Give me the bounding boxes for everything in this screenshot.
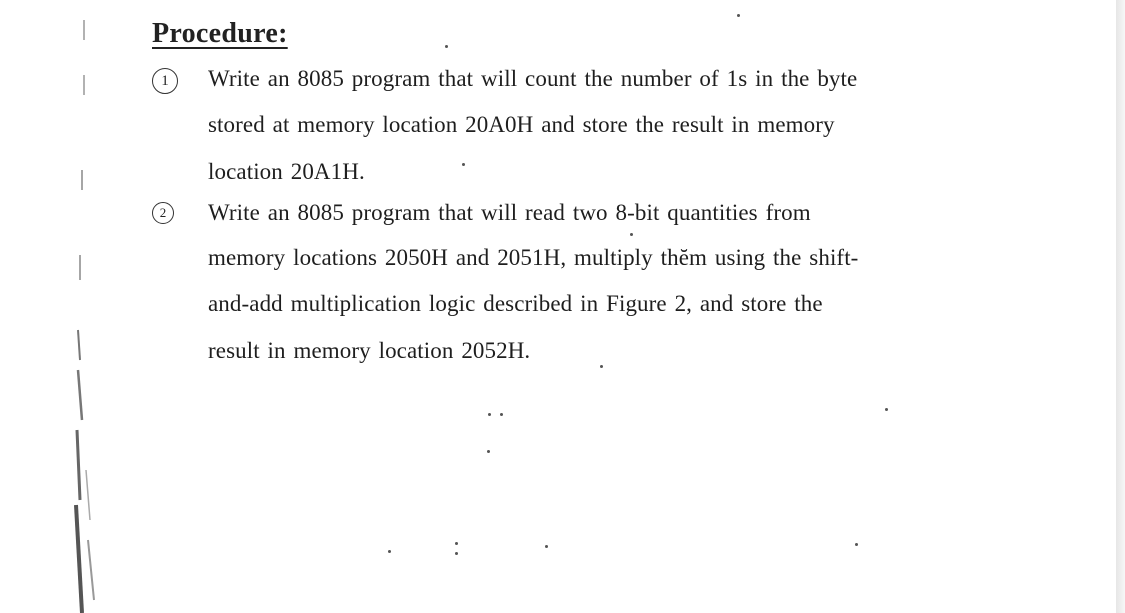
item-2-line-3: and-add multiplication logic described in Figure 2, and store the [208, 291, 823, 316]
scan-speck [545, 545, 548, 548]
procedure-heading: Procedure: [152, 18, 288, 49]
page-right-shadow [1116, 0, 1125, 613]
item-2-number-badge: 2 [152, 202, 174, 224]
item-2-line-2: memory locations 2050H and 2051H, multiply thĕm using the shift- [208, 245, 859, 270]
scan-speck [855, 543, 858, 546]
item-1-line-1: Write an 8085 program that will count the number of 1s in the byte [208, 66, 858, 91]
scan-speck [487, 450, 490, 453]
scan-speck [462, 163, 465, 166]
scan-speck [500, 413, 503, 416]
scan-speck [630, 233, 633, 236]
item-1-line-3: location 20A1H. [208, 159, 365, 184]
scan-speck [737, 14, 740, 17]
item-2-line-1: Write an 8085 program that will read two 8-bit quantities from [208, 200, 811, 225]
item-1-line-2: stored at memory location 20A0H and store the result in memory [208, 112, 835, 137]
item-1-number-badge: 1 [152, 68, 178, 94]
scan-speck [455, 542, 458, 545]
scan-edge-artifact [0, 0, 110, 613]
scan-speck [488, 413, 491, 416]
scan-speck [600, 365, 603, 368]
scan-speck [388, 550, 391, 553]
item-2-line-4: result in memory location 2052H. [208, 338, 531, 363]
scan-speck [885, 408, 888, 411]
scan-speck [455, 552, 458, 555]
scan-speck [445, 45, 448, 48]
